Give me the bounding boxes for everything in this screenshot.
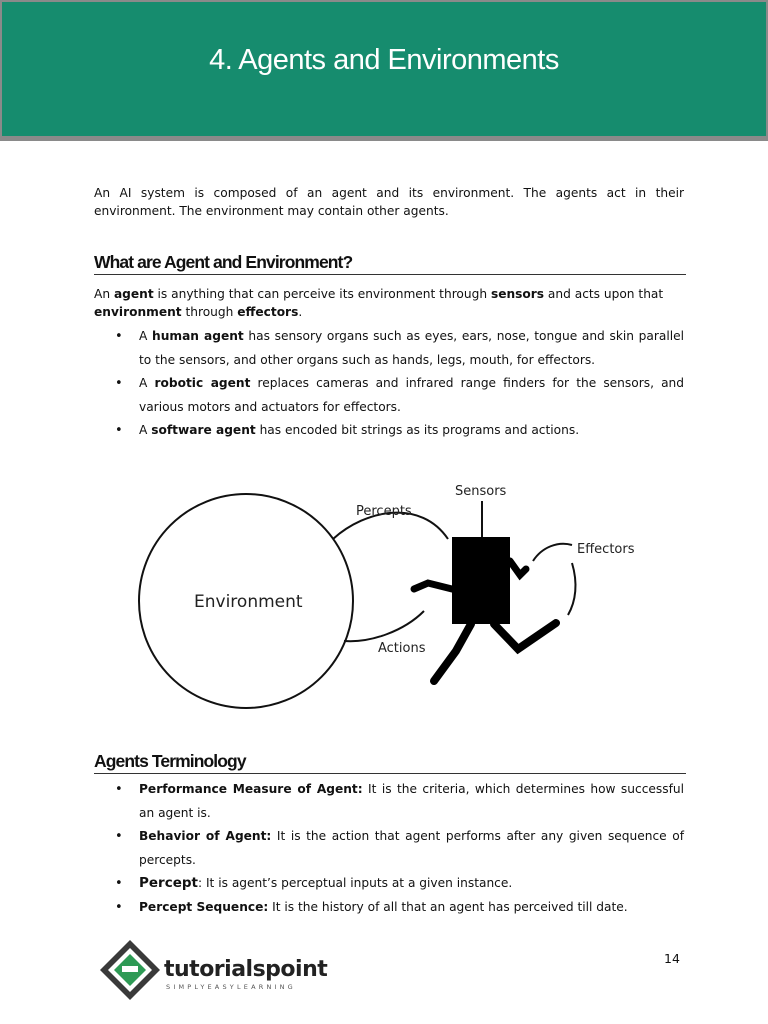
agent-definition-paragraph: An agent is anything that can perceive its environment through sensors and acts upon that environment through effectors. [94,287,664,319]
percepts-label: Percepts [356,504,412,519]
sensors-label: Sensors [455,484,507,499]
list-item: • Performance Measure of Agent: It is the criteria, which determines how successful an agent is. [94,778,684,825]
actions-label: Actions [378,641,426,656]
logo-tagline: SIMPLYEASYLEARNING [166,983,296,991]
actions-arc [344,611,424,641]
effectors-arc-top [533,544,572,561]
section-heading-terminology: Agents Terminology [94,751,686,774]
agent-arm-left [414,583,452,589]
list-item: • A human agent has sensory organs such as eyes, ears, nose, tongue and skin parallel to the sensors, and other organs such as hands, legs, mouth, for effectors. [94,325,684,372]
tutorialspoint-logo [96,936,340,1006]
page-number: 14 [664,951,680,966]
list-item: • Percept: It is agent’s perceptual inputs at a given instance. [94,872,684,896]
effectors-label: Effectors [577,542,635,557]
section-heading-agent-environment: What are Agent and Environment? [94,252,686,275]
agent-types-list [94,325,684,443]
agent-environment-diagram [126,461,646,715]
logo-wordmark: tutorialspoint [164,957,328,982]
agent-body [452,537,510,624]
list-item: • A robotic agent replaces cameras and infrared range finders for the sensors, and various motors and actuators for effectors. [94,372,684,419]
list-item: • Behavior of Agent: It is the action that agent performs after any given sequence of percepts. [94,825,684,872]
list-item: • A software agent has encoded bit strings as its programs and actions. [94,419,684,443]
terminology-list [94,778,684,919]
intro-paragraph: An AI system is composed of an agent and its environment. The agents act in their environment. The environment may contain other agents. [94,186,684,218]
chapter-banner [0,0,768,141]
chapter-title: 4. Agents and Environments [209,44,559,76]
environment-label: Environment [194,592,303,612]
agent-leg-left [434,624,471,681]
effectors-arc-right [568,563,575,615]
agent-arm-right [510,561,526,575]
list-item: • Percept Sequence: It is the history of all that an agent has perceived till date. [94,896,684,920]
agent-leg-right [494,623,556,649]
